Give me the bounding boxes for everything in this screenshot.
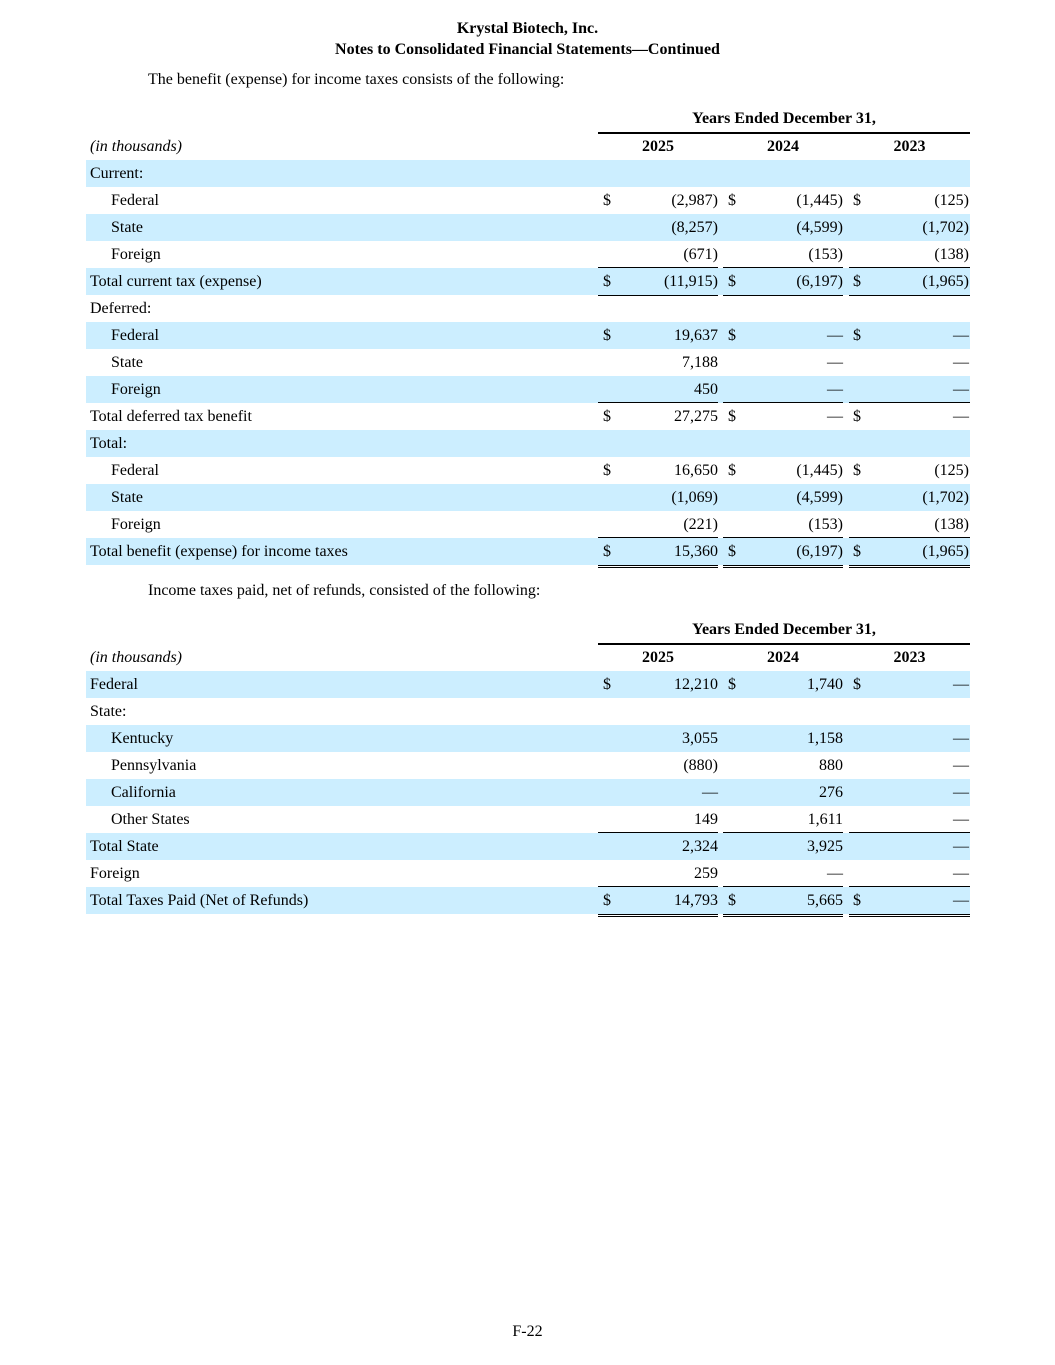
value-cell: 276 — [819, 784, 843, 801]
currency-sign: $ — [603, 892, 611, 909]
value-cell: (153) — [808, 246, 843, 263]
value-cell: (11,915) — [663, 273, 718, 290]
value-cell: 14,793 — [674, 892, 718, 909]
table-row-total — [86, 833, 970, 860]
currency-sign: $ — [728, 676, 736, 693]
value-cell: 27,275 — [674, 408, 718, 425]
value-cell: — — [953, 757, 969, 774]
row-label: Total deferred tax benefit — [90, 408, 252, 425]
table-row — [86, 779, 970, 806]
value-cell: 15,360 — [674, 543, 718, 560]
value-cell: (4,599) — [796, 489, 843, 506]
value-cell: (221) — [683, 516, 718, 533]
value-cell: 12,210 — [674, 676, 718, 693]
table-row — [86, 241, 970, 268]
currency-sign: $ — [603, 327, 611, 344]
value-cell: — — [953, 811, 969, 828]
row-label: Federal — [111, 327, 159, 344]
value-cell: (1,445) — [796, 462, 843, 479]
value-cell: (8,257) — [671, 219, 718, 236]
year-header: 2024 — [767, 138, 799, 155]
currency-sign: $ — [853, 192, 861, 209]
value-cell: — — [827, 408, 843, 425]
row-label: Deferred: — [90, 300, 152, 317]
value-cell: 3,925 — [807, 838, 843, 855]
table-row — [86, 484, 970, 511]
table-header-row — [86, 644, 970, 671]
currency-sign: $ — [603, 676, 611, 693]
value-cell: 1,611 — [807, 811, 843, 828]
row-label: Federal — [111, 462, 159, 479]
currency-sign: $ — [853, 892, 861, 909]
value-cell: 3,055 — [682, 730, 718, 747]
value-cell: (1,702) — [922, 219, 969, 236]
unit-label: (in thousands) — [90, 649, 182, 666]
row-label: Total Taxes Paid (Net of Refunds) — [90, 892, 309, 909]
value-cell: — — [953, 381, 969, 398]
year-header: 2023 — [893, 649, 926, 666]
value-cell: 450 — [694, 381, 718, 398]
currency-sign: $ — [853, 273, 861, 290]
value-cell: (138) — [934, 246, 969, 263]
value-cell: (125) — [934, 192, 969, 209]
table-row — [86, 752, 970, 779]
value-cell: (1,069) — [671, 489, 718, 506]
intro-taxes-paid: Income taxes paid, net of refunds, consisted of the following: — [148, 582, 541, 599]
value-cell: — — [953, 865, 969, 882]
currency-sign: $ — [853, 543, 861, 560]
unit-label: (in thousands) — [90, 138, 182, 155]
currency-sign: $ — [603, 408, 611, 425]
value-cell: 149 — [694, 811, 718, 828]
value-cell: — — [953, 408, 969, 425]
value-cell: — — [827, 381, 843, 398]
row-label: California — [111, 784, 176, 801]
value-cell: — — [953, 676, 969, 693]
currency-sign: $ — [603, 273, 611, 290]
value-cell: (2,987) — [671, 192, 718, 209]
row-label: Foreign — [90, 865, 140, 882]
value-cell: (671) — [683, 246, 718, 263]
table-row — [86, 187, 970, 214]
page-subtitle: Notes to Consolidated Financial Statements—Continued — [335, 41, 720, 58]
value-cell: (1,965) — [922, 543, 969, 560]
value-cell: — — [827, 327, 843, 344]
row-label: State — [111, 219, 143, 236]
table-caption: Years Ended December 31, — [598, 110, 970, 134]
currency-sign: $ — [603, 192, 611, 209]
value-cell: (1,965) — [922, 273, 969, 290]
table-row — [86, 295, 970, 322]
currency-sign: $ — [603, 543, 611, 560]
intro-income-tax: The benefit (expense) for income taxes consists of the following: — [148, 71, 565, 88]
table-row-grand-total — [86, 538, 970, 565]
row-label: Foreign — [111, 381, 161, 398]
value-cell: 259 — [694, 865, 718, 882]
row-label: State: — [90, 703, 127, 720]
row-label: Total current tax (expense) — [90, 273, 262, 290]
table-row — [86, 214, 970, 241]
value-cell: (1,445) — [796, 192, 843, 209]
row-label: Foreign — [111, 246, 161, 263]
table-row — [86, 698, 970, 725]
value-cell: (138) — [934, 516, 969, 533]
value-cell: — — [827, 865, 843, 882]
table-row — [86, 725, 970, 752]
value-cell: 19,637 — [674, 327, 718, 344]
table-row — [86, 511, 970, 538]
value-cell: 2,324 — [682, 838, 718, 855]
table-row — [86, 430, 970, 457]
row-label: State — [111, 354, 143, 371]
page-number: F-22 — [512, 1323, 543, 1340]
value-cell: — — [827, 354, 843, 371]
value-cell: — — [953, 892, 969, 909]
year-header: 2023 — [893, 138, 926, 155]
currency-sign: $ — [728, 462, 736, 479]
row-label: Total benefit (expense) for income taxes — [90, 543, 348, 560]
table-row — [86, 806, 970, 833]
row-label: Federal — [111, 192, 159, 209]
currency-sign: $ — [853, 408, 861, 425]
table-row — [86, 376, 970, 403]
row-label: State — [111, 489, 143, 506]
currency-sign: $ — [728, 192, 736, 209]
currency-sign: $ — [728, 327, 736, 344]
row-label: Total: — [90, 435, 128, 452]
table-row — [86, 457, 970, 484]
currency-sign: $ — [728, 273, 736, 290]
value-cell: (6,197) — [796, 543, 843, 560]
currency-sign: $ — [853, 676, 861, 693]
row-label: Foreign — [111, 516, 161, 533]
table-row-total — [86, 403, 970, 430]
table-caption: Years Ended December 31, — [598, 621, 970, 645]
table-row — [86, 671, 970, 698]
year-header: 2025 — [642, 649, 674, 666]
currency-sign: $ — [728, 892, 736, 909]
value-cell: (880) — [683, 757, 718, 774]
value-cell: — — [953, 784, 969, 801]
year-header: 2024 — [767, 649, 799, 666]
table-row — [86, 322, 970, 349]
row-label: Pennsylvania — [111, 757, 197, 774]
value-cell: (1,702) — [922, 489, 969, 506]
table-row-total — [86, 268, 970, 295]
row-label: Federal — [90, 676, 138, 693]
year-header: 2025 — [642, 138, 674, 155]
currency-sign: $ — [853, 462, 861, 479]
table-header-row — [86, 133, 970, 160]
row-label: Other States — [111, 811, 190, 828]
currency-sign: $ — [603, 462, 611, 479]
table-row-grand-total — [86, 887, 970, 914]
value-cell: (125) — [934, 462, 969, 479]
row-label: Current: — [90, 165, 144, 182]
row-label: Total State — [90, 838, 159, 855]
table-row — [86, 349, 970, 376]
table-row — [86, 160, 970, 187]
value-cell: — — [702, 784, 718, 801]
value-cell: (6,197) — [796, 273, 843, 290]
value-cell: (4,599) — [796, 219, 843, 236]
table-row — [86, 860, 970, 887]
value-cell: — — [953, 354, 969, 371]
value-cell: 5,665 — [807, 892, 843, 909]
value-cell: 7,188 — [682, 354, 718, 371]
value-cell: 1,740 — [807, 676, 843, 693]
value-cell: 16,650 — [674, 462, 718, 479]
currency-sign: $ — [728, 408, 736, 425]
value-cell: — — [953, 327, 969, 344]
value-cell: 880 — [819, 757, 843, 774]
value-cell: — — [953, 730, 969, 747]
value-cell: 1,158 — [807, 730, 843, 747]
value-cell: — — [953, 838, 969, 855]
company-name: Krystal Biotech, Inc. — [456, 20, 599, 37]
value-cell: (153) — [808, 516, 843, 533]
currency-sign: $ — [728, 543, 736, 560]
row-label: Kentucky — [111, 730, 174, 747]
currency-sign: $ — [853, 327, 861, 344]
